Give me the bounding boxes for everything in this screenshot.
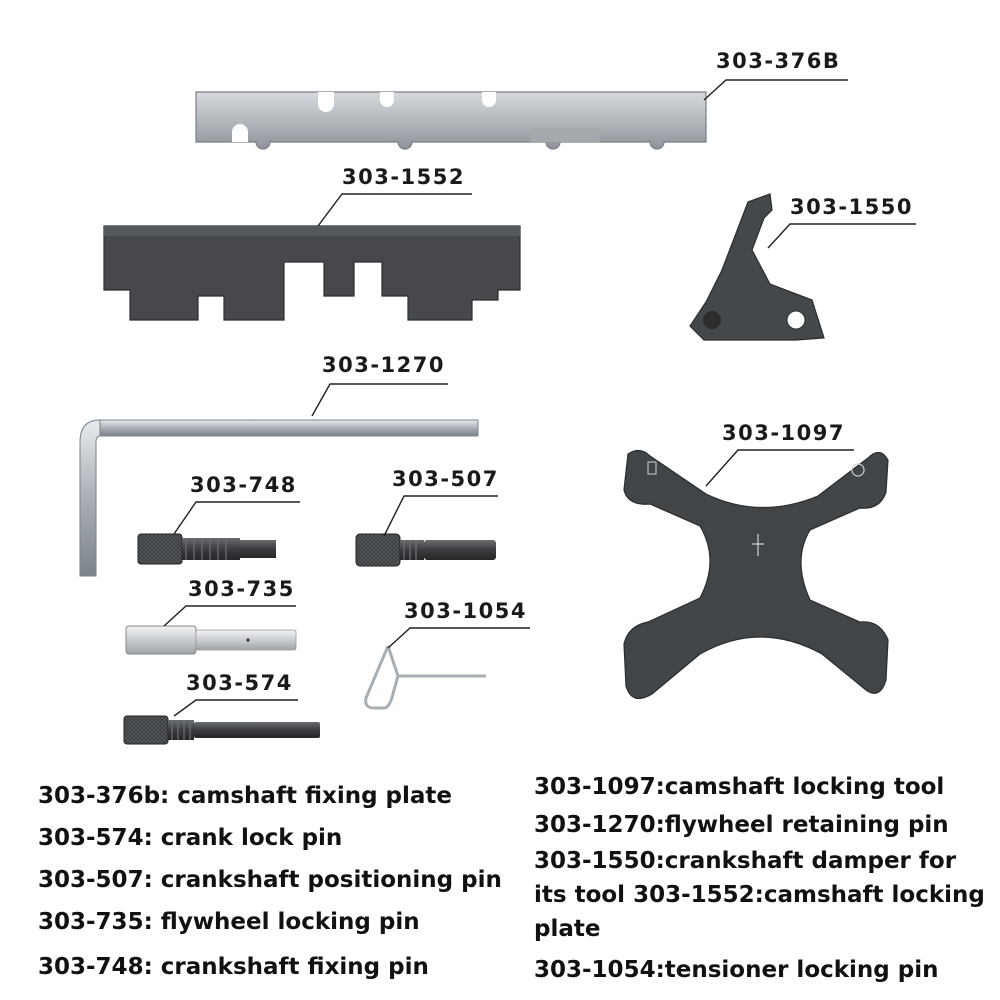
- description-crank-lock-pin: 303-574: crank lock pin: [38, 825, 343, 851]
- description-crankshaft-damper-and-locking-plate: 303-1550:crankshaft damper for its tool 303-1552:camshaft locking plate: [534, 848, 985, 942]
- label-303-507: 303-507: [392, 467, 499, 491]
- label-303-1550: 303-1550: [790, 195, 913, 219]
- camshaft-locking-tool-illustration: [624, 450, 888, 698]
- label-303-574: 303-574: [186, 671, 293, 695]
- description-flywheel-locking-pin: 303-735: flywheel locking pin: [38, 909, 420, 935]
- leader-303-735: [164, 606, 296, 626]
- description-camshaft-fixing-plate: 303-376b: camshaft fixing plate: [38, 783, 453, 809]
- leader-303-748: [174, 502, 300, 534]
- description-flywheel-retaining-pin: 303-1270:flywheel retaining pin: [534, 812, 949, 838]
- leader-303-1270: [312, 384, 448, 416]
- flywheel-locking-pin-illustration: [126, 626, 296, 654]
- description-crankshaft-positioning-pin: 303-507: crankshaft positioning pin: [38, 867, 502, 893]
- leader-303-1054: [388, 628, 530, 648]
- crankshaft-positioning-pin-illustration: [356, 534, 496, 566]
- label-303-1097: 303-1097: [722, 421, 845, 445]
- label-303-748: 303-748: [190, 473, 297, 497]
- leader-303-376b: [704, 80, 848, 100]
- camshaft-locking-plate-illustration: [104, 226, 520, 320]
- label-303-735: 303-735: [188, 577, 295, 601]
- camshaft-fixing-plate-illustration: [196, 92, 706, 149]
- crank-lock-pin-illustration: [124, 716, 320, 744]
- leader-303-507: [384, 496, 498, 536]
- description-camshaft-locking-tool: 303-1097:camshaft locking tool: [534, 774, 945, 800]
- label-303-376b: 303-376B: [716, 49, 841, 73]
- tensioner-locking-pin-illustration: [366, 646, 486, 708]
- leader-303-1097: [706, 450, 854, 486]
- leader-303-1550: [768, 224, 916, 248]
- description-crankshaft-fixing-pin: 303-748: crankshaft fixing pin: [38, 954, 429, 980]
- leader-303-574: [174, 700, 298, 716]
- description-tensioner-locking-pin: 303-1054:tensioner locking pin: [534, 957, 939, 983]
- leader-303-1552: [318, 194, 472, 226]
- label-303-1054: 303-1054: [404, 599, 527, 623]
- crankshaft-fixing-pin-illustration: [138, 534, 276, 564]
- label-303-1552: 303-1552: [342, 165, 465, 189]
- label-303-1270: 303-1270: [322, 353, 445, 377]
